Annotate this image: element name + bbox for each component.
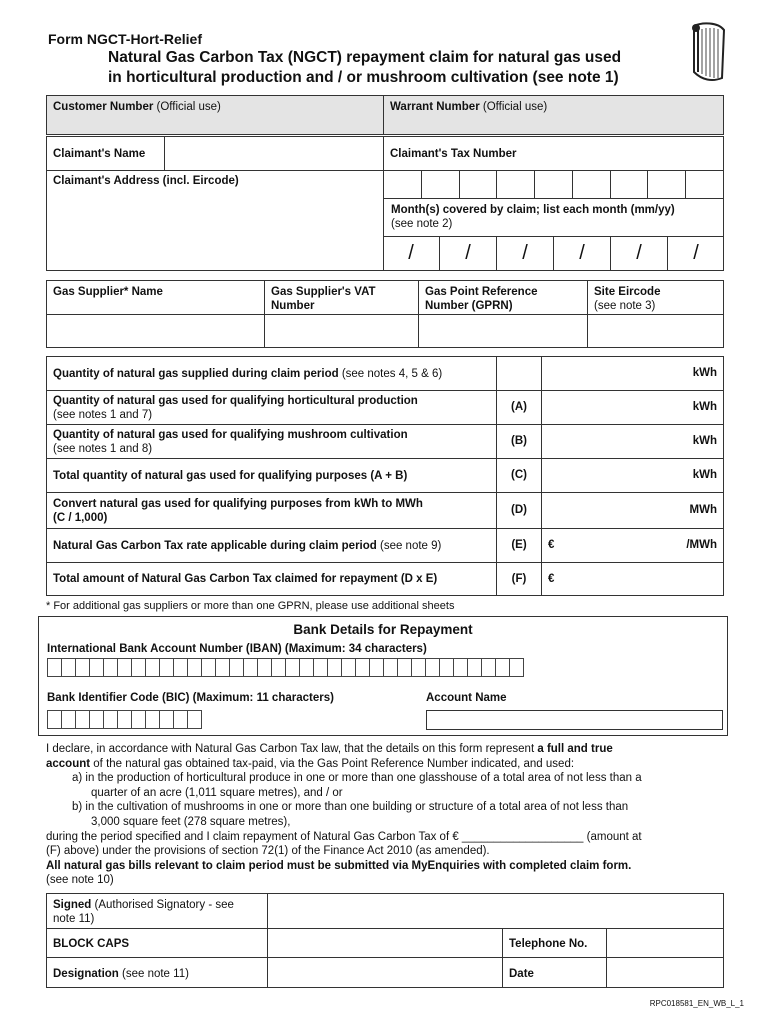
eircode-label: Site Eircode [594, 286, 661, 298]
form-id: Form NGCT-Hort-Relief [48, 31, 202, 47]
iban-char-box[interactable] [481, 658, 496, 677]
months-label: Month(s) covered by claim; list each month (mm/yy) [391, 204, 675, 216]
quantity-row-label [46, 390, 497, 425]
quantity-label-note: (see notes 4, 5 & 6) [338, 367, 443, 380]
bic-char-box[interactable] [89, 710, 104, 729]
iban-char-box[interactable] [229, 658, 244, 677]
unit-label: kWh [692, 367, 717, 379]
iban-char-box[interactable] [411, 658, 426, 677]
iban-char-box[interactable] [117, 658, 132, 677]
iban-char-box[interactable] [61, 658, 76, 677]
iban-char-box[interactable] [47, 658, 62, 677]
page-title [108, 48, 621, 88]
iban-char-box[interactable] [369, 658, 384, 677]
month-box[interactable]: / [383, 237, 440, 271]
iban-char-box[interactable] [89, 658, 104, 677]
quantity-label-sub: (see notes 1 and 7) [53, 408, 153, 421]
signed-text: Signed [53, 899, 92, 911]
quantity-row-value-input[interactable] [541, 424, 724, 459]
bic-char-box[interactable] [173, 710, 188, 729]
iban-char-box[interactable] [313, 658, 328, 677]
signed-note-1: (Authorised Signatory - see [91, 899, 234, 911]
months-boxes[interactable] [383, 236, 724, 271]
account-name-input[interactable] [426, 710, 723, 730]
quantity-label-text: Quantity of natural gas used for qualifying horticultural production [53, 394, 418, 407]
quantity-label-text: Total amount of Natural Gas Carbon Tax claimed for repayment (D x E) [53, 573, 438, 585]
decl-note10: (see note 10) [46, 874, 114, 887]
quantity-row-code: (E) [496, 528, 542, 563]
unit-label: /MWh [686, 539, 717, 551]
site-eircode-input[interactable] [587, 314, 724, 348]
bic-char-box[interactable] [103, 710, 118, 729]
signed-note-2: note 11) [53, 913, 95, 925]
iban-char-box[interactable] [453, 658, 468, 677]
quantity-label-text: Convert natural gas used for qualifying purposes from kWh to MWh [53, 497, 423, 510]
iban-char-box[interactable] [187, 658, 202, 677]
iban-char-box[interactable] [299, 658, 314, 677]
customer-number-field[interactable] [46, 95, 384, 135]
eircode-note: (see note 3) [594, 300, 656, 312]
iban-char-box[interactable] [327, 658, 342, 677]
quantity-row-value-input[interactable] [541, 390, 724, 425]
designation-note: (see note 11) [118, 968, 189, 980]
decl-b2: 3,000 square feet (278 square metres), [91, 815, 291, 828]
decl-bold-line: All natural gas bills relevant to claim period must be submitted via MyEnquiries with completed claim form. [46, 859, 632, 872]
unit-label: kWh [692, 435, 717, 447]
quantity-row-label [46, 562, 497, 596]
euro-prefix: € [548, 573, 555, 585]
block-caps-label: BLOCK CAPS [46, 928, 268, 958]
supplier-name-text: Gas Supplier* Name [53, 286, 163, 298]
warrant-number-label: Warrant Number [390, 101, 480, 113]
designation-label [46, 957, 268, 988]
claimant-address-input[interactable] [46, 190, 384, 271]
gas-supplier-name-label [46, 280, 265, 315]
quantity-row-label [46, 458, 497, 493]
month-box[interactable]: / [440, 237, 497, 271]
bic-char-box[interactable] [145, 710, 160, 729]
bic-char-box[interactable] [61, 710, 76, 729]
euro-prefix: € [548, 539, 555, 551]
months-note: (see note 2) [391, 218, 453, 230]
gprn-input[interactable] [418, 314, 588, 348]
date-input[interactable] [606, 957, 724, 988]
quantity-row-value-input[interactable] [541, 528, 724, 563]
month-box[interactable]: / [611, 237, 668, 271]
quantity-row-value-input[interactable] [541, 356, 724, 391]
warrant-number-field[interactable] [383, 95, 724, 135]
vat-label-1: Gas Supplier's VAT [271, 286, 376, 298]
tax-number-boxes[interactable] [383, 170, 724, 199]
iban-char-box[interactable] [355, 658, 370, 677]
iban-char-box[interactable] [75, 658, 90, 677]
gprn-label-1: Gas Point Reference [425, 286, 538, 298]
supplier-footnote: * For additional gas suppliers or more than one GPRN, please use additional sheets [46, 600, 455, 612]
iban-char-box[interactable] [131, 658, 146, 677]
designation-input[interactable] [267, 957, 503, 988]
gprn-label [418, 280, 588, 315]
customer-number-label: Customer Number [53, 101, 154, 113]
decl-c2: (F) above) under the provisions of section 72(1) of the Finance Act 2010 (as amended). [46, 845, 490, 858]
month-box[interactable]: / [693, 242, 699, 264]
iban-char-box[interactable] [397, 658, 412, 677]
months-covered-label [391, 203, 675, 231]
quantity-row-code: (B) [496, 424, 542, 459]
bic-char-box[interactable] [159, 710, 174, 729]
date-label: Date [502, 957, 607, 988]
quantity-row-code: (D) [496, 492, 542, 529]
bic-char-box[interactable] [117, 710, 132, 729]
quantity-label-text: Quantity of natural gas used for qualifying mushroom cultivation [53, 428, 408, 441]
iban-char-box[interactable] [201, 658, 216, 677]
decl-a1: a) in the production of horticultural produce in one or more than one glasshouse of a total area of not less than a [72, 772, 642, 785]
iban-char-box[interactable] [257, 658, 272, 677]
iban-char-box[interactable] [103, 658, 118, 677]
iban-char-box[interactable] [243, 658, 258, 677]
quantity-label-text: Natural Gas Carbon Tax rate applicable during claim period [53, 539, 377, 552]
quantity-row-label [46, 424, 497, 459]
quantity-label-sub: (see notes 1 and 8) [53, 442, 153, 455]
quantity-label-note: (see note 9) [376, 539, 442, 552]
quantity-row-code: (A) [496, 390, 542, 425]
harp-emblem-icon [688, 20, 728, 84]
quantity-row-value-input[interactable] [541, 562, 724, 596]
quantity-row-label [46, 492, 497, 529]
decl-p2-bold: account [46, 757, 91, 770]
decl-p1-bold: a full and true [537, 743, 613, 755]
bic-char-box[interactable] [187, 710, 202, 729]
telephone-input[interactable] [606, 928, 724, 958]
gas-supplier-vat-input[interactable] [264, 314, 419, 348]
iban-char-box[interactable] [425, 658, 440, 677]
iban-char-box[interactable] [173, 658, 188, 677]
signed-label [46, 893, 268, 929]
iban-char-box[interactable] [341, 658, 356, 677]
decl-p2: of the natural gas obtained tax-paid, via the Gas Point Reference Number indicated, and used: [90, 757, 575, 770]
iban-label: International Bank Account Number (IBAN) (Maximum: 34 characters) [47, 643, 427, 655]
block-caps-input[interactable] [267, 928, 503, 958]
form-code-footer: RPC018581_EN_WB_L_1 [649, 999, 744, 1008]
iban-char-box[interactable] [495, 658, 510, 677]
iban-char-box[interactable] [467, 658, 482, 677]
quantity-row-code: (C) [496, 458, 542, 493]
decl-c1: during the period specified and I claim repayment of Natural Gas Carbon Tax of € ___________________ (amount at [46, 830, 642, 843]
quantity-row-value-input[interactable] [541, 492, 724, 529]
unit-label: kWh [692, 401, 717, 413]
bic-input[interactable] [47, 710, 201, 729]
claimant-tax-number-label: Claimant's Tax Number [383, 136, 724, 171]
quantity-label-sub: (C / 1,000) [53, 511, 108, 524]
claimant-address-label: Claimant's Address (incl. Eircode) [53, 175, 239, 187]
bic-char-box[interactable] [131, 710, 146, 729]
quantity-row-label [46, 528, 497, 563]
iban-char-box[interactable] [285, 658, 300, 677]
account-name-label: Account Name [426, 692, 507, 704]
decl-p1: I declare, in accordance with Natural Gas Carbon Tax law, that the details on this form represent [46, 743, 538, 755]
site-eircode-label [587, 280, 724, 315]
month-box[interactable]: / [497, 237, 554, 271]
quantity-row-code: (F) [496, 562, 542, 596]
customer-number-note: (Official use) [153, 101, 221, 113]
bic-char-box[interactable] [47, 710, 62, 729]
gas-supplier-name-input[interactable] [46, 314, 265, 348]
title-line-1: Natural Gas Carbon Tax (NGCT) repayment claim for natural gas used [108, 49, 622, 66]
quantity-row-value-input[interactable] [541, 458, 724, 493]
iban-char-box[interactable] [383, 658, 398, 677]
iban-char-box[interactable] [509, 658, 524, 677]
signature-input[interactable] [267, 893, 724, 929]
claimant-name-label: Claimant's Name [46, 136, 165, 171]
telephone-label: Telephone No. [502, 928, 607, 958]
gprn-label-2: Number (GPRN) [425, 300, 513, 312]
iban-char-box[interactable] [145, 658, 160, 677]
decl-b1: b) in the cultivation of mushrooms in one or more than one building or structure of a total area of not less than [72, 801, 629, 814]
iban-char-box[interactable] [159, 658, 174, 677]
unit-label: MWh [689, 504, 717, 516]
quantity-row-label [46, 356, 497, 391]
unit-label: kWh [692, 469, 717, 481]
quantity-label-text: Quantity of natural gas supplied during claim period [53, 367, 339, 380]
iban-char-box[interactable] [271, 658, 286, 677]
title-line-2: in horticultural production and / or mushroom cultivation (see note 1) [108, 69, 619, 86]
warrant-number-note: (Official use) [479, 101, 548, 113]
month-box[interactable]: / [554, 237, 611, 271]
bank-details-heading: Bank Details for Repayment [293, 622, 473, 637]
quantity-label-text: Total quantity of natural gas used for qualifying purposes (A + B) [53, 469, 408, 482]
iban-input[interactable] [47, 658, 523, 677]
quantity-row-code [496, 356, 542, 391]
gas-supplier-vat-label [264, 280, 419, 315]
claimant-name-input[interactable] [164, 136, 384, 171]
bic-char-box[interactable] [75, 710, 90, 729]
bic-label: Bank Identifier Code (BIC) (Maximum: 11 characters) [47, 692, 334, 704]
vat-label-2: Number [271, 300, 315, 312]
decl-a2: quarter of an acre (1,011 square metres), and / or [91, 786, 343, 799]
iban-char-box[interactable] [215, 658, 230, 677]
declaration-text [46, 742, 726, 888]
iban-char-box[interactable] [439, 658, 454, 677]
designation-text: Designation [53, 968, 119, 980]
